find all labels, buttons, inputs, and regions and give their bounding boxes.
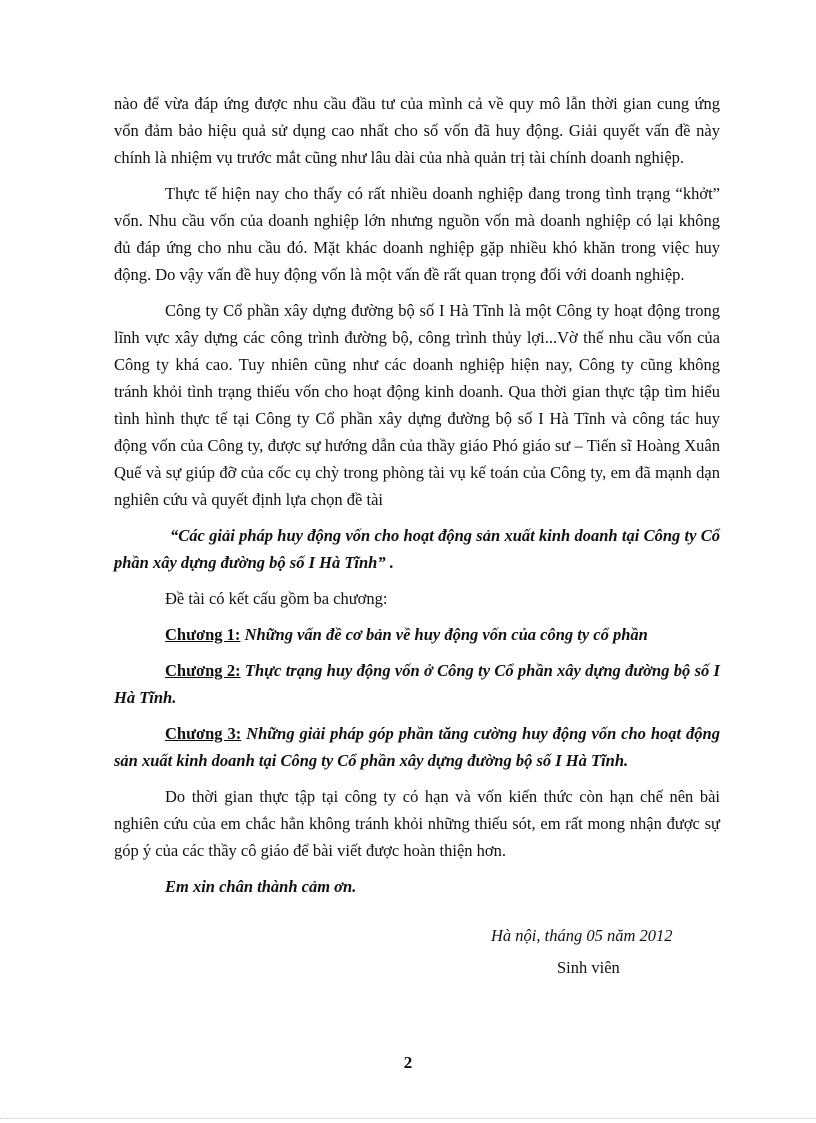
body-text — [114, 90, 720, 909]
structure-intro: Đề tài có kết cấu gồm ba chương: — [165, 589, 388, 608]
page-divider — [0, 1118, 816, 1119]
paragraph-closing: Do thời gian thực tập tại công ty có hạn và vốn kiến thức còn hạn chế nên bài nghiên cứu của em chắc hẳn không tránh khỏi những thiếu sót, em rất mong nhận được sự góp ý của các thầy cô giáo để bài viết được hoàn thiện hơn. — [114, 787, 720, 860]
chapter-1 — [114, 621, 720, 648]
page-number: 2 — [403, 1053, 413, 1072]
thesis-title: “Các giải pháp huy động vốn cho hoạt động sản xuất kinh doanh tại Công ty Cổ phần xây dựng đường bộ số I Hà Tĩnh” . — [114, 526, 720, 572]
chapter-3-label: Chương 3: — [165, 724, 242, 743]
chapter-2-title: Thực trạng huy động vốn ở Công ty Cổ phần xây dựng đường bộ số I Hà Tĩnh. — [114, 661, 720, 707]
chapter-3-title: Những giải pháp góp phần tăng cường huy động vốn cho hoạt động sản xuất kinh doanh tại Công ty Cổ phần xây dựng đường bộ số I Hà Tĩnh. — [114, 724, 720, 770]
chapter-1-title: Những vấn đề cơ bản về huy động vốn của công ty cổ phần — [240, 625, 648, 644]
paragraph-intro-continuation: nào để vừa đáp ứng được nhu cầu đầu tư của mình cả về quy mô lẫn thời gian cung ứng vốn đảm bảo hiệu quả sử dụng cao nhất cho số vốn đã huy động. Giải quyết vấn đề này chính là nhiệm vụ trước mắt cũng như lâu dài của nhà quản trị tài chính doanh nghiệp. — [114, 94, 720, 167]
paragraph-current-situation: Thực tế hiện nay cho thấy có rất nhiều doanh nghiệp đang trong tình trạng “khởt” vốn. Nhu cầu vốn của doanh nghiệp lớn nhưng nguồn vốn mà doanh nghiệp có lại không đủ đáp ứng cho nhu cầu đó. Mặt khác doanh nghiệp gặp nhiều khó khăn trong việc huy động. Do vậy vấn đề huy động vốn là một vấn đề rất quan trọng đối với doanh nghiệp. — [114, 184, 720, 284]
signer-label: Sinh viên — [557, 958, 620, 977]
place-date: Hà nội, tháng 05 năm 2012 — [491, 926, 673, 945]
thanks-line: Em xin chân thành cảm ơn. — [165, 877, 357, 896]
paragraph-company-background: Công ty Cổ phần xây dựng đường bộ số I Hà Tĩnh là một Công ty hoạt động trong lĩnh vực xây dựng các công trình đường bộ, công trình thủy lợi...Vờ thế nhu cầu vốn của Công ty khá cao. Tuy nhiên cũng như các doanh nghiệp hiện nay, Công ty cũng không tránh khỏi tình trạng thiếu vốn cho hoạt động kinh doanh. Qua thời gian thực tập tìm hiểu tình hình thực tế tại Công ty Cổ phần xây dựng đường bộ số I Hà Tĩnh và công tác huy động vốn của Công ty, được sự hướng dẫn của thầy giáo Phó giáo sư – Tiến sĩ Hoàng Xuân Quế và sự giúp đỡ của cốc cụ chỳ trong phòng tài vụ kế toán của Công ty, em đã mạnh dạn nghiên cứu và quyết định lựa chọn đề tài — [114, 301, 720, 509]
chapter-2-label: Chương 2: — [165, 661, 241, 680]
chapter-1-label: Chương 1: — [165, 625, 241, 644]
chapter-2 — [114, 657, 720, 711]
chapter-3 — [114, 720, 720, 774]
